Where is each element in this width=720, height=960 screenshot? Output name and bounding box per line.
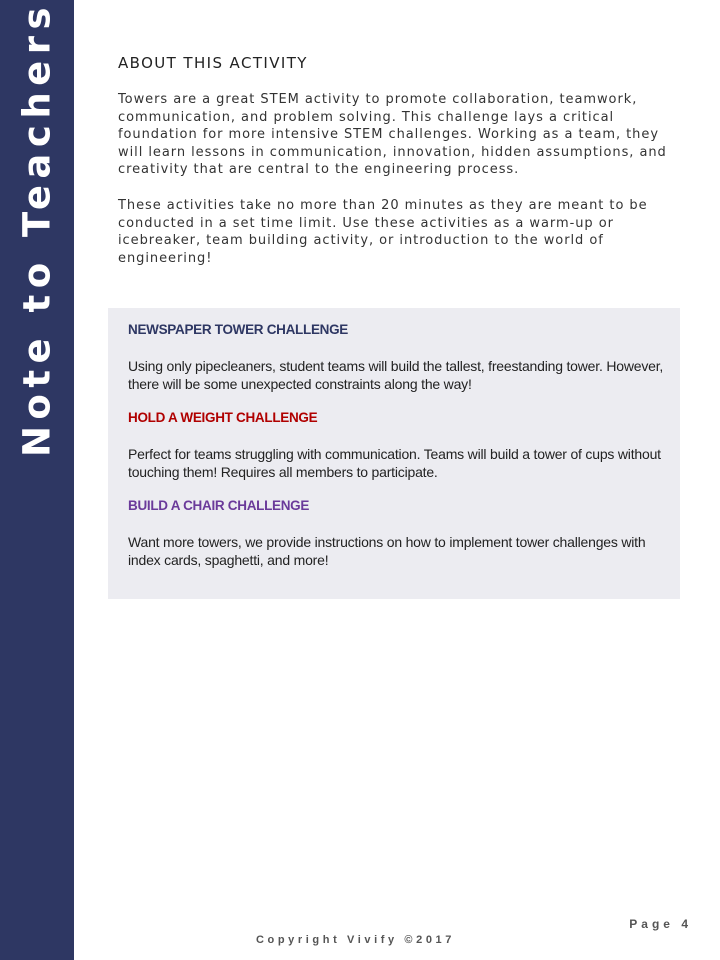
challenge-description-newspaper-tower: Using only pipecleaners, student teams will build the tallest, freestanding tower. However, there will be some unexpected constraints along the way! <box>128 358 664 392</box>
challenge-title-build-a-chair: BUILD A CHAIR CHALLENGE <box>128 498 310 513</box>
sidebar <box>0 0 74 960</box>
copyright: Copyright Vivify ©2017 <box>256 934 455 946</box>
challenge-description-build-a-chair: Want more towers, we provide instructions on how to implement tower challenges with index cards, spaghetti, and more! <box>128 534 646 568</box>
page-number: Page 4 <box>629 917 692 931</box>
about-paragraph-1: Towers are a great STEM activity to promote collaboration, teamwork, communication, and problem solving. This challenge lays a critical foundation for more intensive STEM challenges. Working as a team, they will learn lessons in communication, innovation, hidden assumptions, and creativity that are central to the engineering process. <box>118 92 667 177</box>
challenge-title-newspaper-tower: NEWSPAPER TOWER CHALLENGE <box>128 322 349 337</box>
about-paragraph-2: These activities take no more than 20 minutes as they are meant to be conducted in a set time limit. Use these activities as a warm-up or icebreaker, team building activity, or introduction to the world of engineering! <box>118 198 648 266</box>
challenge-title-hold-a-weight: HOLD A WEIGHT CHALLENGE <box>128 410 318 425</box>
challenge-description-hold-a-weight: Perfect for teams struggling with communication. Teams will build a tower of cups without touching them! Requires all members to participate. <box>128 446 661 480</box>
about-heading: ABOUT THIS ACTIVITY <box>118 54 308 72</box>
challenge-box <box>108 308 680 599</box>
sidebar-title: Note to Teachers <box>15 0 59 458</box>
